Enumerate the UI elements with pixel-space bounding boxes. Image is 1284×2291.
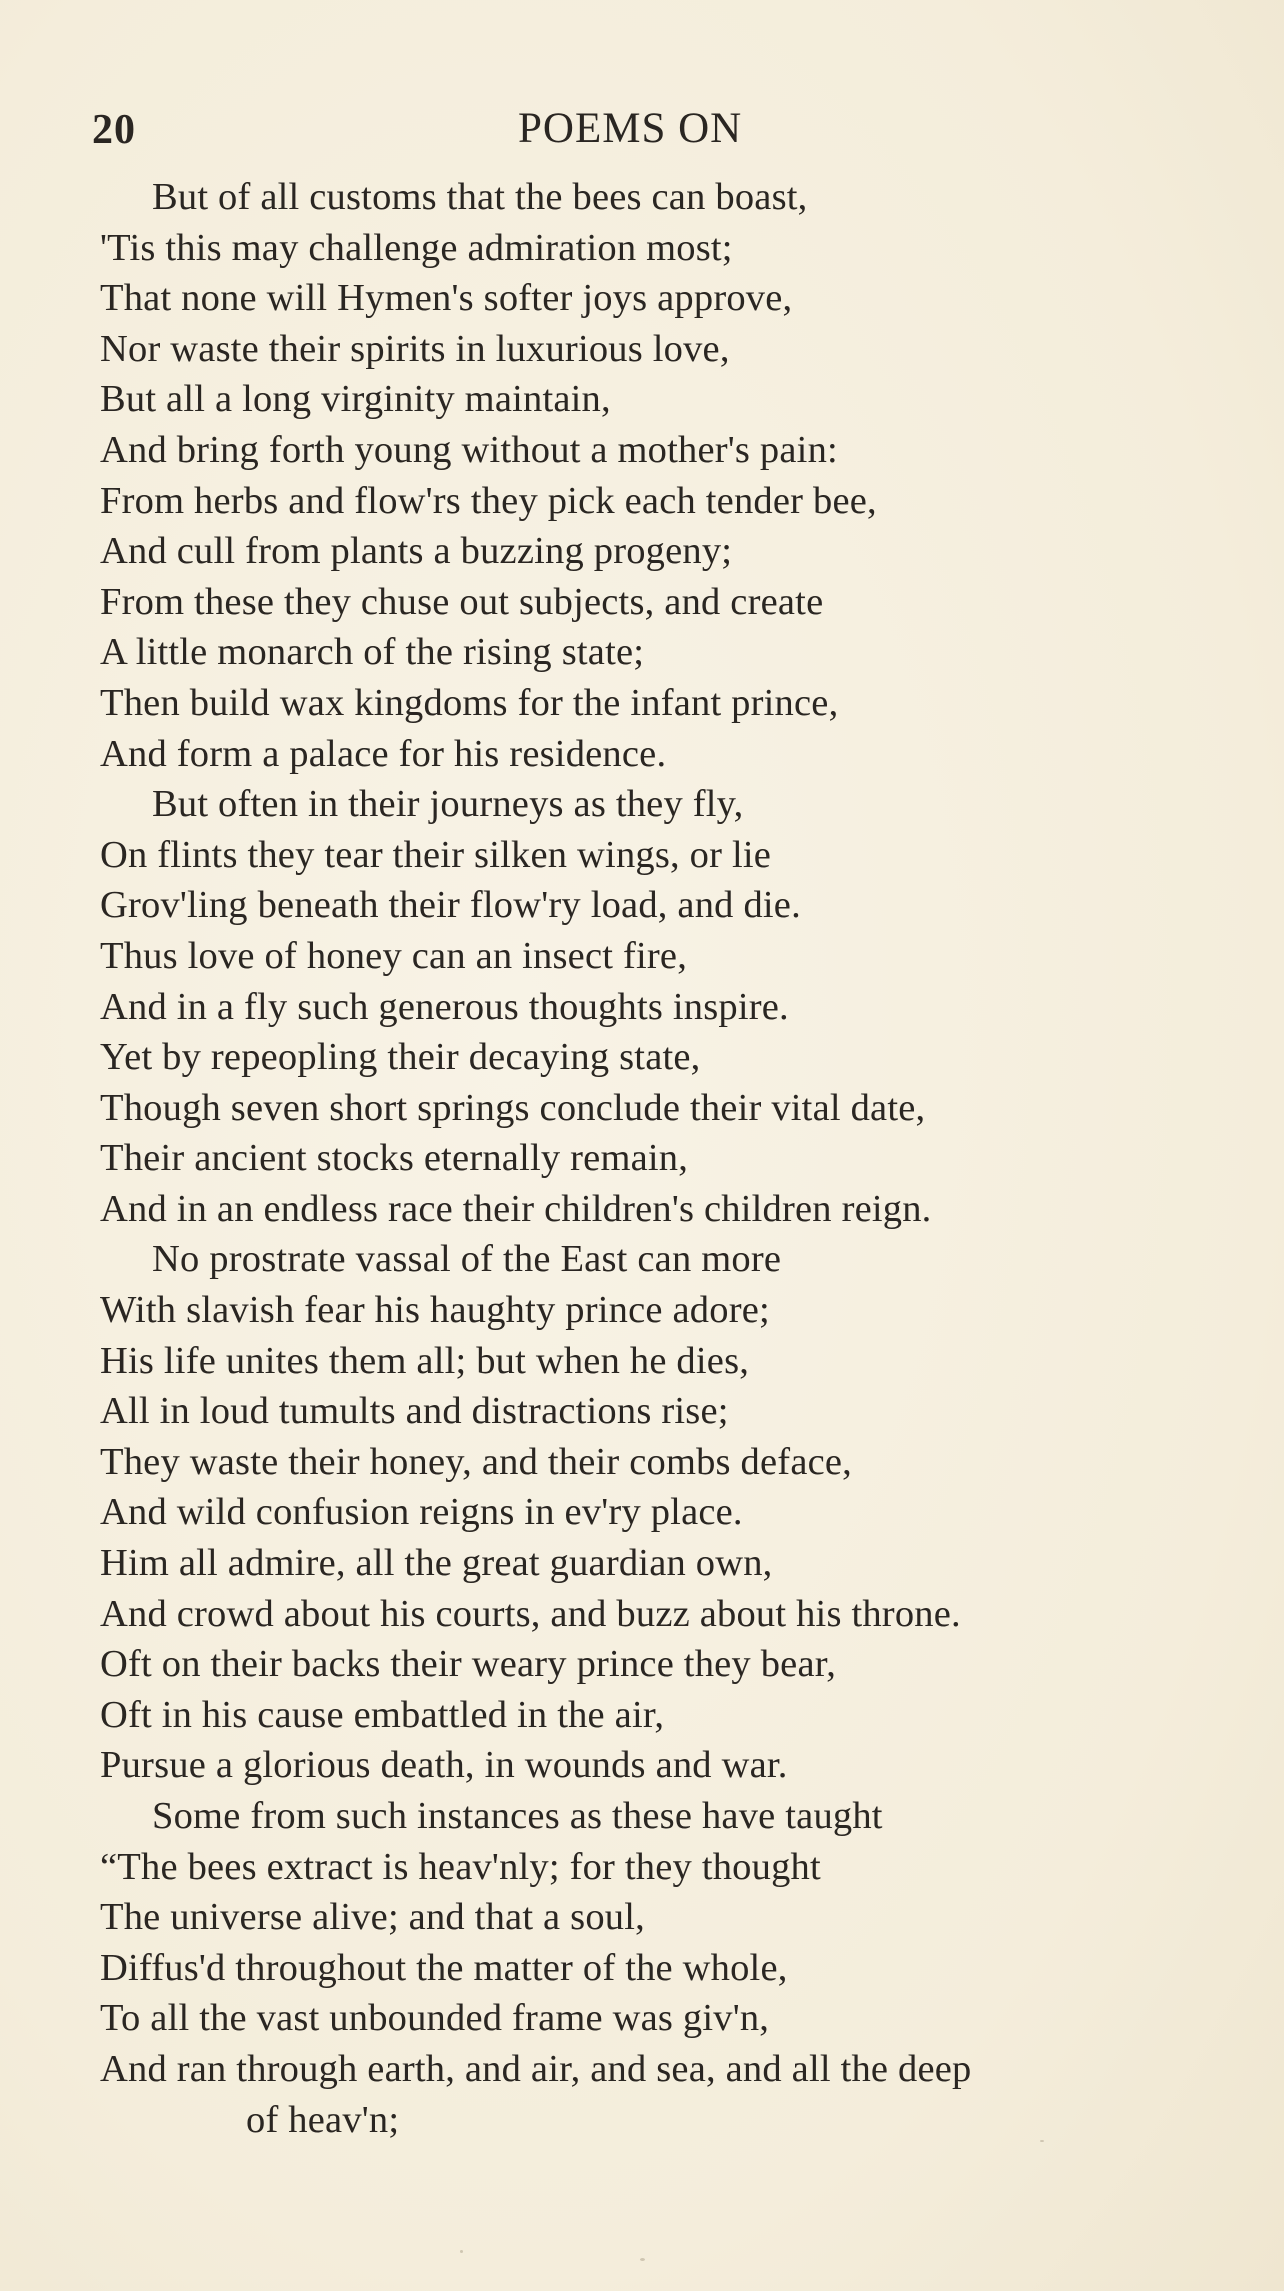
- verse-line: No prostrate vassal of the East can more: [152, 1238, 782, 1281]
- verse-line: Thus love of honey can an insect fire,: [100, 934, 688, 977]
- verse-line: And in a fly such generous thoughts inspire.: [100, 985, 789, 1028]
- verse-line: Him all admire, all the great guardian own,: [100, 1542, 773, 1585]
- verse-line: From these they chuse out subjects, and create: [100, 580, 824, 623]
- verse-line: And bring forth young without a mother's pain:: [100, 428, 838, 471]
- paper-speck: [460, 2250, 463, 2253]
- verse-line: of heav'n;: [246, 2098, 400, 2141]
- verse-line: Some from such instances as these have taught: [152, 1795, 883, 1837]
- verse-line: All in loud tumults and distractions rise;: [100, 1390, 729, 1433]
- verse-line: His life unites them all; but when he dies,: [100, 1339, 750, 1382]
- verse-line: Nor waste their spirits in luxurious love,: [100, 327, 730, 370]
- verse-line: That none will Hymen's softer joys approve,: [100, 277, 793, 320]
- page-number: 20: [92, 107, 136, 153]
- verse-line: Oft in his cause embattled in the air,: [100, 1693, 665, 1736]
- page-header: [0, 100, 1284, 160]
- paper-speck: [1040, 2140, 1044, 2142]
- verse-line: From herbs and flow'rs they pick each tender bee,: [100, 479, 877, 522]
- verse-line: The universe alive; and that a soul,: [100, 1896, 645, 1939]
- verse-line: 'Tis this may challenge admiration most;: [100, 226, 733, 269]
- verse-line: “The bees extract is heav'nly; for they thought: [100, 1845, 821, 1888]
- verse-line: Pursue a glorious death, in wounds and war.: [100, 1744, 788, 1787]
- verse-line: They waste their honey, and their combs deface,: [100, 1440, 853, 1483]
- verse-line: To all the vast unbounded frame was giv'n,: [100, 1997, 770, 2040]
- paper-speck: [640, 2258, 645, 2261]
- verse-line: Yet by repeopling their decaying state,: [100, 1036, 701, 1079]
- verse-line: But often in their journeys as they fly,: [152, 783, 744, 826]
- verse-line: And form a palace for his residence.: [100, 732, 667, 775]
- verse-line: On flints they tear their silken wings, or lie: [100, 833, 772, 876]
- verse-line: And ran through earth, and air, and sea, and all the deep: [100, 2047, 972, 2090]
- verse-line: Their ancient stocks eternally remain,: [100, 1137, 689, 1180]
- verse-line: But of all customs that the bees can boast,: [152, 176, 808, 218]
- verse-line: And in an endless race their children's children reign.: [100, 1187, 932, 1230]
- verse-line: Then build wax kingdoms for the infant prince,: [100, 681, 839, 724]
- verse-line: Oft on their backs their weary prince they bear,: [100, 1643, 837, 1686]
- verse-line: Diffus'd throughout the matter of the whole,: [100, 1946, 788, 1989]
- verse-line: But all a long virginity maintain,: [100, 378, 611, 421]
- verse-line: With slavish fear his haughty prince adore;: [100, 1289, 770, 1332]
- verse-line: Grov'ling beneath their flow'ry load, and die.: [100, 884, 801, 927]
- poem-verse: [100, 172, 1240, 2145]
- verse-line: And cull from plants a buzzing progeny;: [100, 530, 733, 573]
- verse-line: And wild confusion reigns in ev'ry place.: [100, 1491, 743, 1534]
- running-head: POEMS ON: [518, 105, 743, 152]
- verse-line: Though seven short springs conclude their vital date,: [100, 1086, 926, 1129]
- verse-line: And crowd about his courts, and buzz about his throne.: [100, 1592, 961, 1635]
- verse-line: A little monarch of the rising state;: [100, 631, 645, 674]
